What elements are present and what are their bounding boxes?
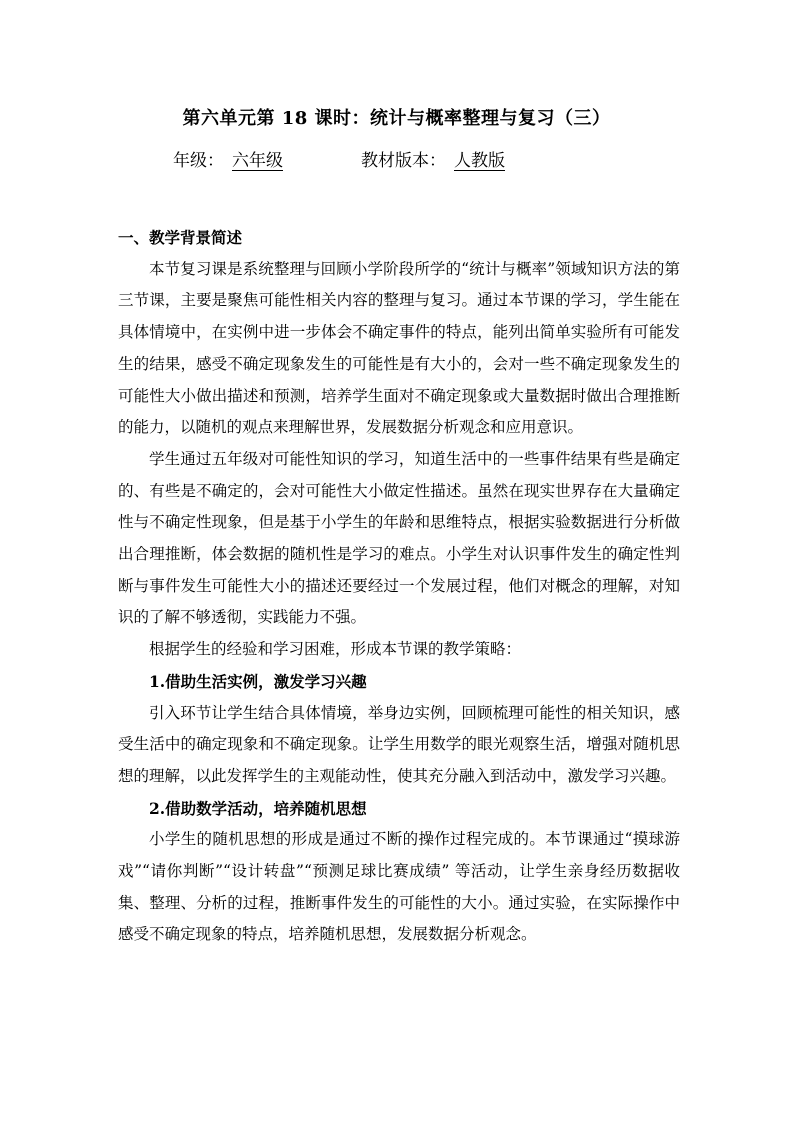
paragraph-student-knowledge: 学生通过五年级对可能性知识的学习，知道生活中的一些事件结果有些是确定的、有些是不确定的，会对可能性大小做定性描述。虽然在现实世界存在大量确定性与不确定性现象，但是基于小学生的年龄和思维特点，根据实验数据进行分析做出合理推断，体会数据的随机性是学习的难点。小学生对认识事件发生的确定性判断与事件发生可能性大小的描述还要经过一个发展过程，他们对概念的理解，对知识的了解不够透彻，实践能力不强。 bbox=[118, 449, 680, 627]
sub-heading-life-examples: 1.借助生活实例，激发学习兴趣 bbox=[149, 671, 367, 691]
document-body bbox=[118, 222, 680, 951]
section-heading-background: 一、教学背景简述 bbox=[118, 228, 243, 247]
paragraph-life-examples: 引入环节让学生结合具体情境，举身边实例，回顾梳理可能性的相关知识，感受生活中的确定现象和不确定现象。让学生用数学的眼光观察生活，增强对随机思想的理解，以此发挥学生的主观能动性，使其充分融入到活动中，激发学习兴趣。 bbox=[118, 703, 680, 785]
paragraph-math-activities: 小学生的随机思想的形成是通过不断的操作过程完成的。本节课通过“摸球游戏”“请你判断”“设计转盘”“预测足球比赛成绩” 等活动，让学生亲身经历数据收集、整理、分析的过程，推断事件发生的可能性的大小。通过实验，在实际操作中感受不确定现象的特点，培养随机思想，发展数据分析观念。 bbox=[118, 830, 680, 944]
document-title: 第六单元第 18 课时：统计与概率整理与复习（三） bbox=[182, 108, 611, 129]
edition-label: 教材版本： bbox=[361, 151, 446, 171]
grade-label: 年级： bbox=[173, 151, 224, 171]
sub-heading-math-activities: 2.借助数学活动，培养随机思想 bbox=[149, 798, 367, 818]
grade-value: 六年级 bbox=[232, 151, 283, 171]
edition-value: 人教版 bbox=[454, 151, 505, 171]
document-meta bbox=[173, 146, 527, 171]
paragraph-strategy-intro: 根据学生的经验和学习困难，形成本节课的教学策略： bbox=[149, 640, 522, 659]
paragraph-overview: 本节复习课是系统整理与回顾小学阶段所学的“统计与概率”领域知识方法的第三节课，主要是聚焦可能性相关内容的整理与复习。通过本节课的学习，学生能在具体情境中，在实例中进一步体会不确定事件的特点，能列出简单实验所有可能发生的结果，感受不确定现象发生的可能性是有大小的，会对一些不确定现象发生的可能性大小做出描述和预测，培养学生面对不确定现象或大量数据时做出合理推断的能力，以随机的观点来理解世界，发展数据分析观念和应用意识。 bbox=[118, 259, 680, 437]
